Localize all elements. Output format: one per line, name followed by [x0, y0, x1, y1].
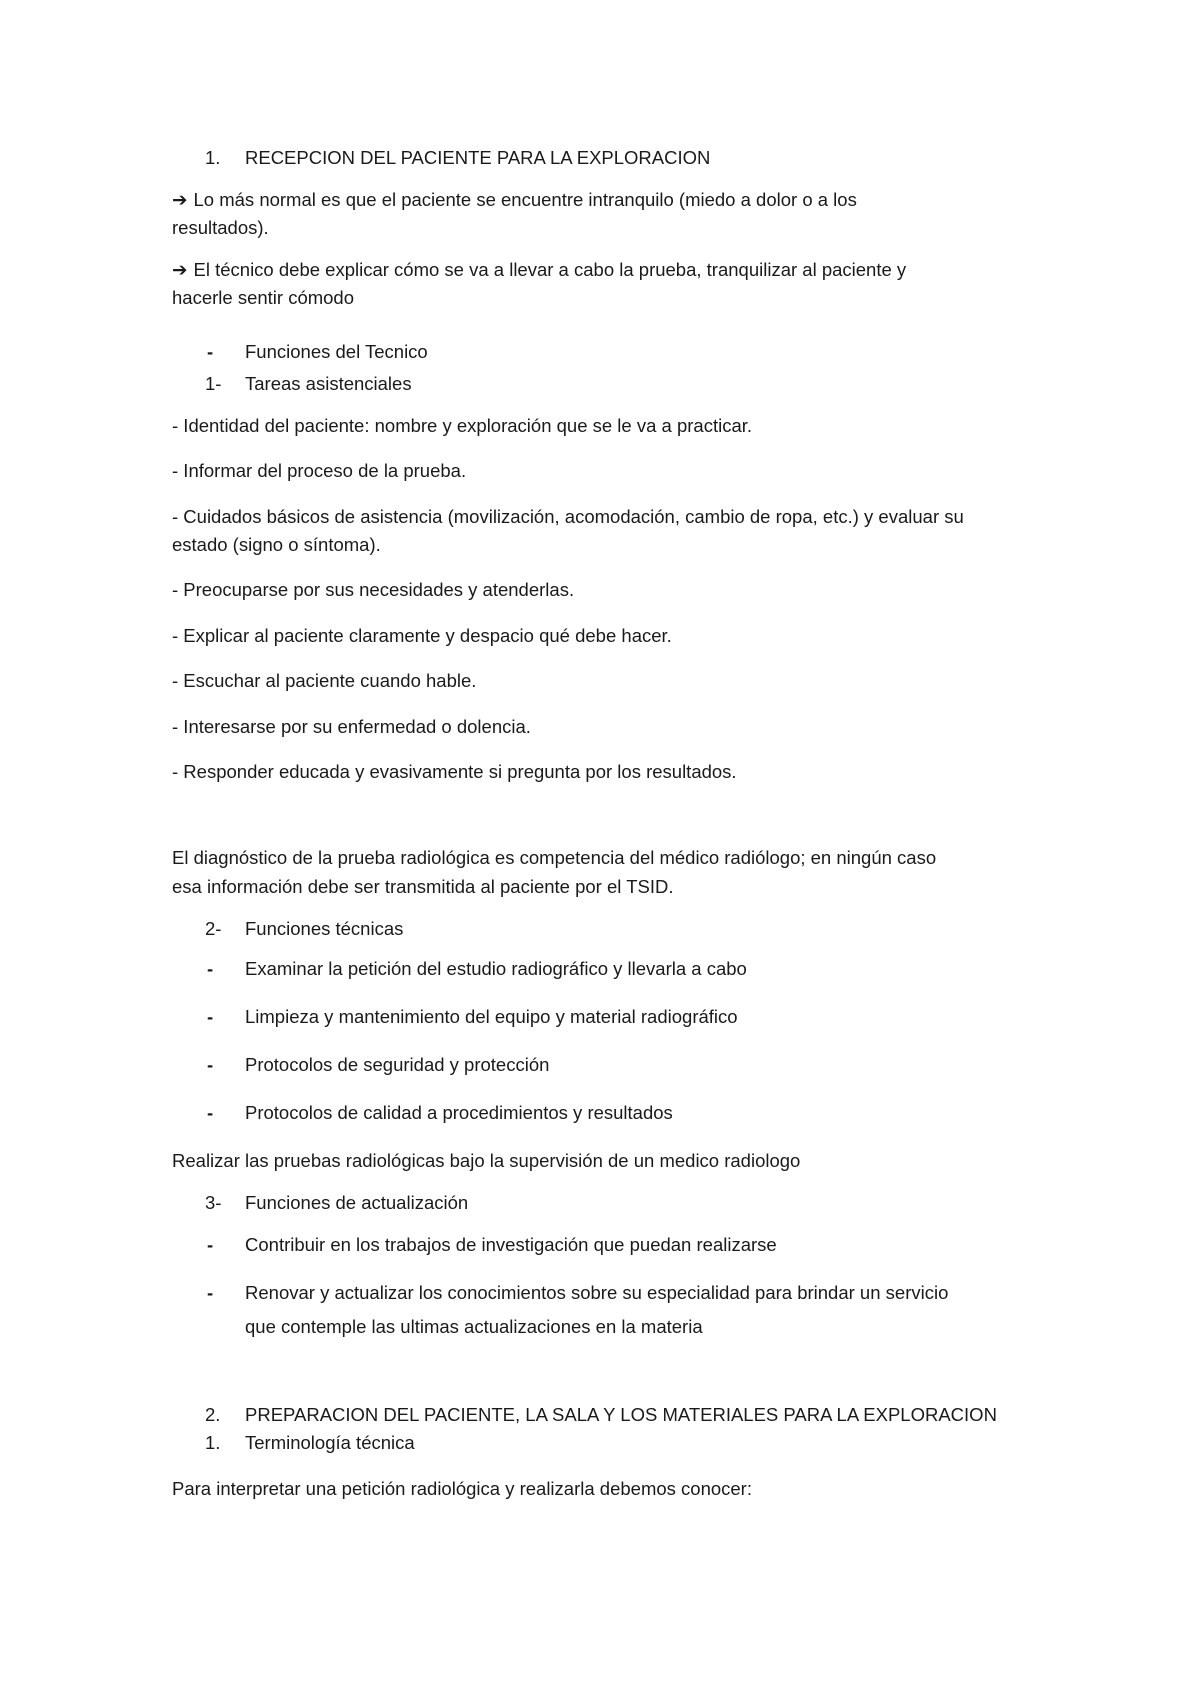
- arrow-point-1: [172, 186, 857, 214]
- tecnica-item-label: Limpieza y mantenimiento del equipo y material radiográfico: [245, 1006, 738, 1027]
- section-1-title: RECEPCION DEL PACIENTE PARA LA EXPLORACION: [245, 147, 711, 168]
- subsection-3-label: Funciones de actualización: [245, 1192, 469, 1213]
- task-line: - Escuchar al paciente cuando hable.: [172, 670, 477, 691]
- arrow-point-1-line-2: resultados).: [172, 217, 269, 238]
- subsection-2-label: Funciones técnicas: [245, 918, 404, 939]
- subsection-2-number: 2-: [205, 918, 222, 939]
- section-2-subsection-1-number: 1.: [205, 1432, 221, 1453]
- arrow-point-1-line-1: Lo más normal es que el paciente se encuentre intranquilo (miedo a dolor o a los: [193, 189, 857, 210]
- diagnostico-paragraph-line-1: El diagnóstico de la prueba radiológica es competencia del médico radiólogo; en ningún caso: [172, 847, 937, 868]
- task-line: - Responder educada y evasivamente si pregunta por los resultados.: [172, 761, 737, 782]
- section-2-subsection-1-label: Terminología técnica: [245, 1432, 415, 1453]
- section-2-title: PREPARACION DEL PACIENTE, LA SALA Y LOS MATERIALES PARA LA EXPLORACION: [245, 1404, 997, 1425]
- funciones-heading-label: Funciones del Tecnico: [245, 341, 428, 362]
- arrow-right-icon: ➔: [172, 189, 188, 210]
- task-line: - Informar del proceso de la prueba.: [172, 460, 467, 481]
- arrow-point-2-line-2: hacerle sentir cómodo: [172, 287, 355, 308]
- task-line: estado (signo o síntoma).: [172, 534, 381, 555]
- dash-bullet: -: [207, 1054, 214, 1075]
- dash-bullet: -: [207, 1234, 214, 1255]
- subsection-3-number: 3-: [205, 1192, 222, 1213]
- supervision-line: Realizar las pruebas radiológicas bajo la supervisión de un medico radiologo: [172, 1150, 801, 1171]
- section-2-intro: Para interpretar una petición radiológica y realizarla debemos conocer:: [172, 1478, 752, 1499]
- actualizacion-item-line-2: que contemple las ultimas actualizaciones en la materia: [245, 1316, 703, 1337]
- actualizacion-item-label: Contribuir en los trabajos de investigación que puedan realizarse: [245, 1234, 777, 1255]
- tecnica-item-label: Protocolos de calidad a procedimientos y resultados: [245, 1102, 673, 1123]
- task-line: - Identidad del paciente: nombre y exploración que se le va a practicar.: [172, 415, 753, 436]
- section-1-number: 1.: [205, 147, 221, 168]
- diagnostico-paragraph-line-2: esa información debe ser transmitida al paciente por el TSID.: [172, 876, 674, 897]
- actualizacion-item-label: Renovar y actualizar los conocimientos sobre su especialidad para brindar un servicio: [245, 1282, 949, 1303]
- subsection-1-label: Tareas asistenciales: [245, 373, 412, 394]
- subsection-1-number: 1-: [205, 373, 222, 394]
- tecnica-item-label: Protocolos de seguridad y protección: [245, 1054, 550, 1075]
- task-line: - Preocuparse por sus necesidades y atenderlas.: [172, 579, 575, 600]
- arrow-point-2: [172, 256, 906, 284]
- dash-bullet: -: [207, 1102, 214, 1123]
- task-line: - Explicar al paciente claramente y despacio qué debe hacer.: [172, 625, 672, 646]
- dash-bullet: -: [207, 1006, 214, 1027]
- task-line: - Cuidados básicos de asistencia (movilización, acomodación, cambio de ropa, etc.) y evaluar su: [172, 506, 964, 527]
- task-line: - Interesarse por su enfermedad o dolencia.: [172, 716, 531, 737]
- dash-bullet: -: [207, 1282, 214, 1303]
- dash-bullet: -: [207, 341, 214, 362]
- arrow-right-icon: ➔: [172, 259, 188, 280]
- dash-bullet: -: [207, 958, 214, 979]
- tecnica-item-label: Examinar la petición del estudio radiográfico y llevarla a cabo: [245, 958, 747, 979]
- section-2-number: 2.: [205, 1404, 221, 1425]
- arrow-point-2-line-1: El técnico debe explicar cómo se va a llevar a cabo la prueba, tranquilizar al paciente y: [193, 259, 907, 280]
